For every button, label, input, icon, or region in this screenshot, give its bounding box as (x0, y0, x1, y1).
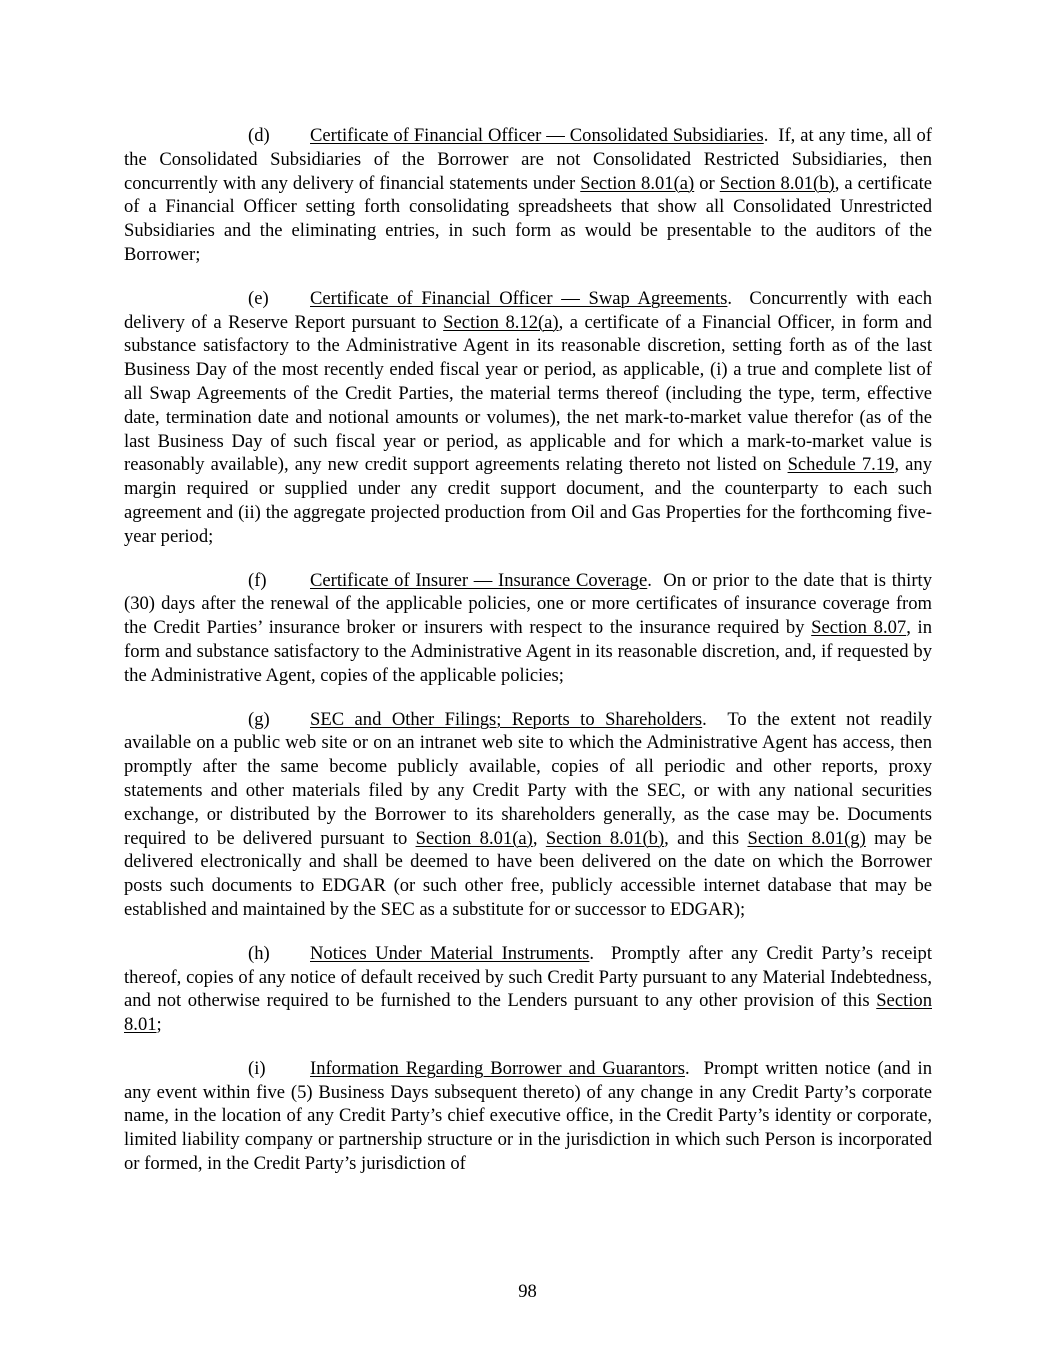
heading-period: . (727, 287, 750, 309)
paragraph-heading: Certificate of Insurer — Insurance Coverage (310, 569, 648, 591)
heading-period: . (702, 708, 728, 730)
body-text: , a certificate of a Financial Officer setting forth consolidating spreadsheets that show all Consolidated Unrestricted Subsidiaries and the eliminating entries, in such form as would be presentable to the auditors of the Borrower; (124, 172, 932, 265)
section-reference: Section 8.07 (811, 617, 907, 639)
paragraph-e (124, 287, 932, 549)
body-text: or (694, 172, 720, 194)
section-reference: Section 8.01 (124, 990, 932, 1036)
paragraph-g (124, 708, 932, 922)
body-text: , any margin required or supplied under any credit support document, and the counterparty to each such agreement and (ii) the aggregate projected production from Oil and Gas Properties for the forthcoming five-year period; (124, 454, 933, 547)
heading-period: . (763, 125, 779, 146)
paragraph-heading: Information Regarding Borrower and Guarantors (310, 1057, 685, 1079)
body-text: Promptly after any Credit Party’s receipt thereof, copies of any notice of default received by such Credit Party pursuant to any Material Indebtedness, and not otherwise required to be furnished to the Lenders pursuant to any other provision of this (124, 942, 932, 1012)
page-number: 98 (518, 1281, 537, 1302)
paragraph-f (124, 569, 932, 688)
paragraph-heading: Certificate of Financial Officer — Consolidated Subsidiaries (310, 125, 764, 146)
body-text: ; (156, 1014, 162, 1036)
paragraph-heading: Notices Under Material Instruments (310, 942, 590, 964)
paragraph-label: (g) (248, 708, 270, 730)
paragraph-label: (i) (248, 1057, 266, 1079)
section-reference: Section 8.01(a) (580, 172, 695, 194)
section-reference: Section 8.01(b) (545, 827, 665, 849)
paragraph-label: (f) (248, 569, 267, 591)
paragraph-label: (d) (248, 125, 270, 146)
paragraph-i (124, 1057, 932, 1176)
body-text: If, at any time, all of the Consolidated Subsidiaries of the Borrower are not Consolidated Restricted Subsidiaries, then concurrently with any delivery of financial statements under (124, 125, 932, 194)
body-text: Concurrently with each delivery of a Reserve Report pursuant to (124, 287, 932, 333)
body-text: may be delivered electronically and shall be deemed to have been delivered on the date on which the Borrower posts such documents to EDGAR (or such other free, publicly accessible internet database that may be established and maintained by the SEC as a substitute for or successor to EDGAR); (124, 827, 933, 920)
paragraph-d (124, 124, 932, 267)
section-reference: Section 8.01(g) (747, 827, 866, 849)
body-text: , (532, 827, 546, 849)
paragraph-heading: SEC and Other Filings; Reports to Shareholders (310, 708, 703, 730)
body-text: , a certificate of a Financial Officer, in form and substance satisfactory to the Administrative Agent in its reasonable discretion, setting forth as of the last Business Day of the most recently ended fiscal year or period, as applicable, (i) a true and complete list of all Swap Agreements of the Credit Parties, the material terms thereof (including the type, term, effective date, termination date and notional amounts or volumes), the net mark-to-market value therefor (as of the last Business Day of such fiscal year or period, as applicable and for which a mark-to-market value is reasonably available), any new credit support agreements relating thereto not listed on (124, 311, 932, 476)
body-text: , in form and substance satisfactory to the Administrative Agent in its reasonable discretion, and, if requested by the Administrative Agent, copies of the applicable policies; (124, 617, 932, 686)
document-body (124, 124, 932, 1196)
heading-period: . (684, 1057, 704, 1079)
paragraph-label: (h) (248, 942, 270, 964)
body-text: On or prior to the date that is thirty (30) days after the renewal of the applicable policies, one or more certificates of insurance coverage from the Credit Parties’ insurance broker or insurers with respect to the insurance required by (124, 569, 932, 639)
body-text: To the extent not readily available on a public web site or on an intranet web site to which the Administrative Agent has access, then promptly after the same become publicly available, copies of all periodic and other reports, proxy statements and other materials filed by any Credit Party with the SEC, or with any national securities exchange, or distributed by the Borrower to its shareholders generally, as the case may be. Documents required to be delivered pursuant to (124, 708, 933, 849)
paragraph-h (124, 942, 932, 1037)
paragraph-heading: Certificate of Financial Officer — Swap Agreements (310, 287, 728, 309)
heading-period: . (647, 569, 664, 591)
section-reference: Section 8.12(a) (443, 311, 559, 333)
heading-period: . (589, 942, 611, 964)
body-text: , and this (664, 827, 748, 849)
body-text: Prompt written notice (and in any event within five (5) Business Days subsequent thereto) of any change in any Credit Party’s corporate name, in the location of any Credit Party’s chief executive office, in the Credit Party’s identity or corporate, limited liability company or partnership structure or in the jurisdiction in which such Person is incorporated or formed, in the Credit Party’s jurisdiction of (124, 1057, 932, 1175)
section-reference: Section 8.01(a) (415, 827, 533, 849)
paragraph-label: (e) (248, 287, 269, 309)
section-reference: Section 8.01(b) (719, 172, 835, 194)
schedule-reference: Schedule 7.19 (787, 454, 895, 476)
